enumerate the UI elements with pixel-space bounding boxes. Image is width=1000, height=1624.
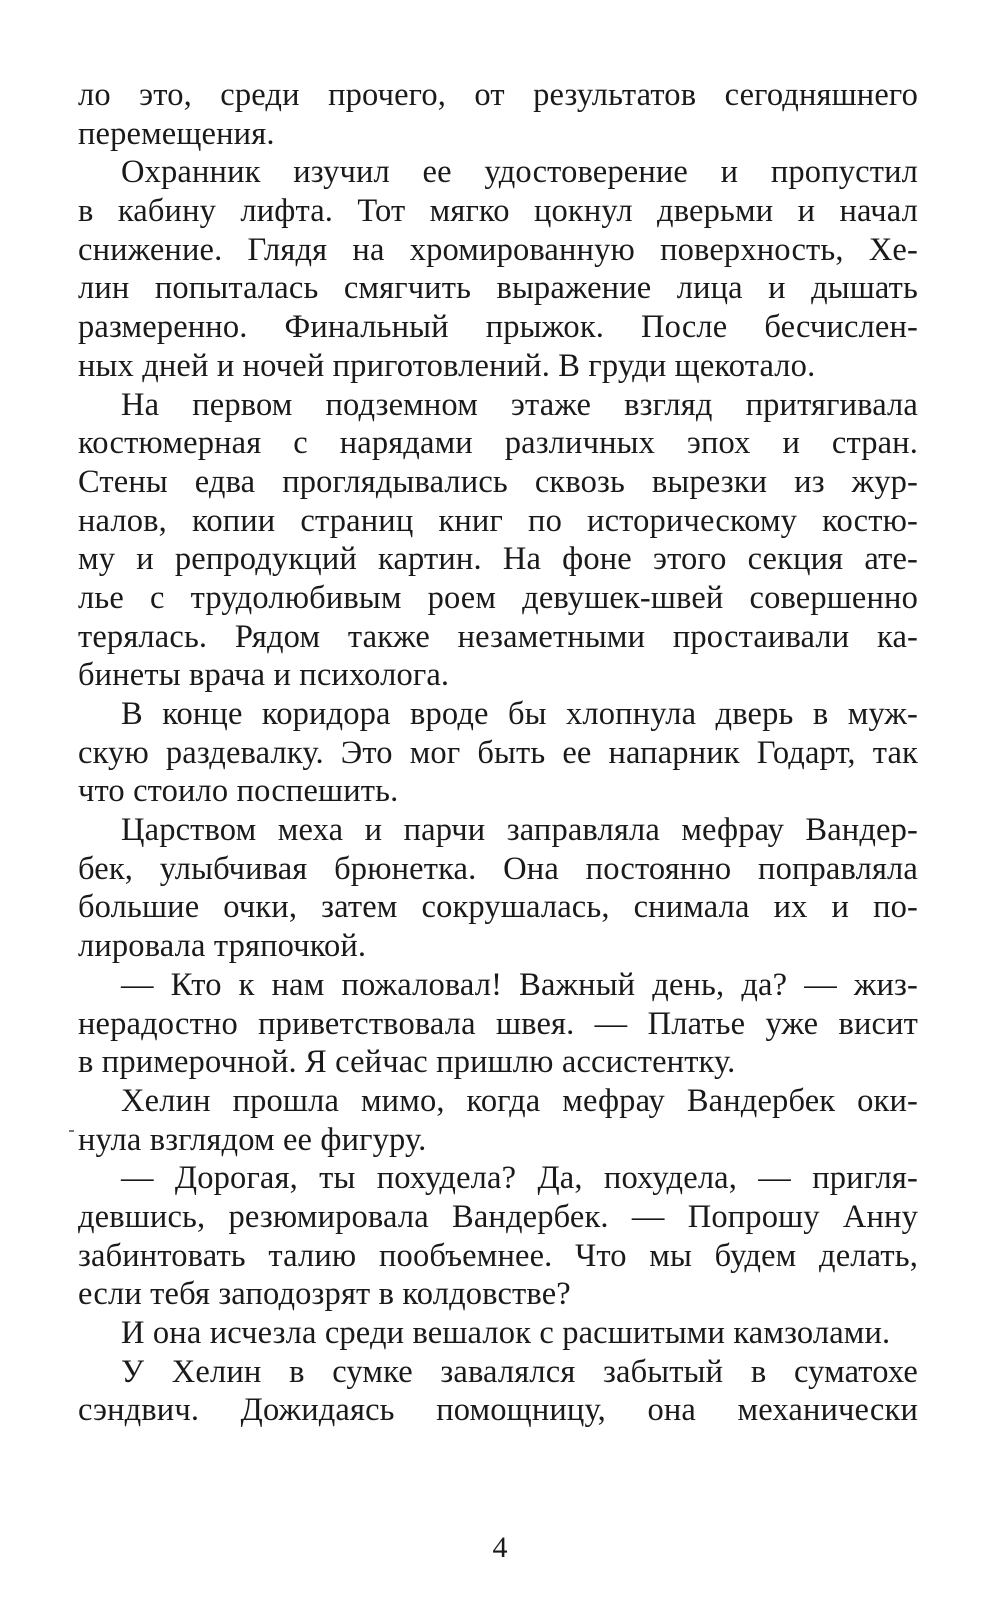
text-line: нула взглядом ее фигуру. [78, 1121, 427, 1158]
text-line: костюмерная с нарядами различных эпох и стран. [78, 425, 918, 462]
text-line: большие очки, затем сокрушалась, снимала их и по- [78, 889, 918, 926]
text-line: терялась. Рядом также незаметными простаивали ка- [78, 618, 918, 655]
text-line: в примерочной. Я сейчас пришлю ассистентку. [78, 1044, 736, 1081]
text-line: бинеты врача и психолога. [78, 657, 450, 694]
text-line: девшись, резюмировала Вандербек. — Попрошу Анну [78, 1198, 918, 1235]
page-body [78, 76, 918, 1430]
text-line: лье с трудолюбивым роем девушек-швей совершенно [78, 579, 918, 616]
text-line: И она исчезла среди вешалок с расшитыми камзолами. [121, 1315, 891, 1351]
text-line: что стоило поспешить. [78, 773, 399, 810]
text-line: У Хелин в сумке завалялся забытый в суматохе [121, 1353, 918, 1390]
text-line: ных дней и ночей приготовлений. В груди щекотало. [78, 347, 816, 384]
text-line: — Дорогая, ты похудела? Да, похудела, — пригля- [121, 1160, 918, 1197]
text-line: — Кто к нам пожаловал! Важный день, да? — жиз- [121, 966, 918, 1003]
text-line: Царством меха и парчи заправляла мефрау Вандер- [121, 812, 918, 849]
text-line: Охранник изучил ее удостоверение и пропустил [121, 154, 918, 191]
text-line: перемещения. [78, 115, 275, 152]
text-line: налов, копии страниц книг по историческому костю- [78, 502, 918, 539]
text-line: если тебя заподозрят в колдовстве? [78, 1276, 571, 1313]
text-line: лировала тряпочкой. [78, 928, 367, 965]
margin-mark [69, 1130, 74, 1132]
text-line: Хелин прошла мимо, когда мефрау Вандербек оки- [121, 1082, 918, 1119]
text-line: в кабину лифта. Тот мягко цокнул дверьми и начал [78, 193, 918, 230]
page-number: 4 [492, 1531, 508, 1564]
text-line: В конце коридора вроде бы хлопнула дверь в муж- [121, 696, 918, 732]
text-line: скую раздевалку. Это мог быть ее напарник Годарт, так [78, 734, 918, 771]
text-line: снижение. Глядя на хромированную поверхность, Хе- [78, 231, 918, 268]
text-line: ло это, среди прочего, от результатов сегодняшнего [78, 77, 918, 113]
text-line: сэндвич. Дожидаясь помощницу, она механически [78, 1392, 918, 1429]
text-line: бек, улыбчивая брюнетка. Она постоянно поправляла [78, 850, 918, 887]
text-line: забинтовать талию пообъемнее. Что мы будем делать, [78, 1237, 918, 1274]
text-line: нерадостно приветствовала швея. — Платье уже висит [78, 1005, 918, 1042]
text-line: Стены едва проглядывались сквозь вырезки из жур- [78, 463, 918, 500]
text-line: му и репродукций картин. На фоне этого секция ате- [78, 541, 918, 578]
text-line: лин попыталась смягчить выражение лица и дышать [78, 270, 918, 307]
text-line: размеренно. Финальный прыжок. После бесчислен- [78, 309, 918, 346]
text-line: На первом подземном этаже взгляд притягивала [121, 386, 918, 423]
